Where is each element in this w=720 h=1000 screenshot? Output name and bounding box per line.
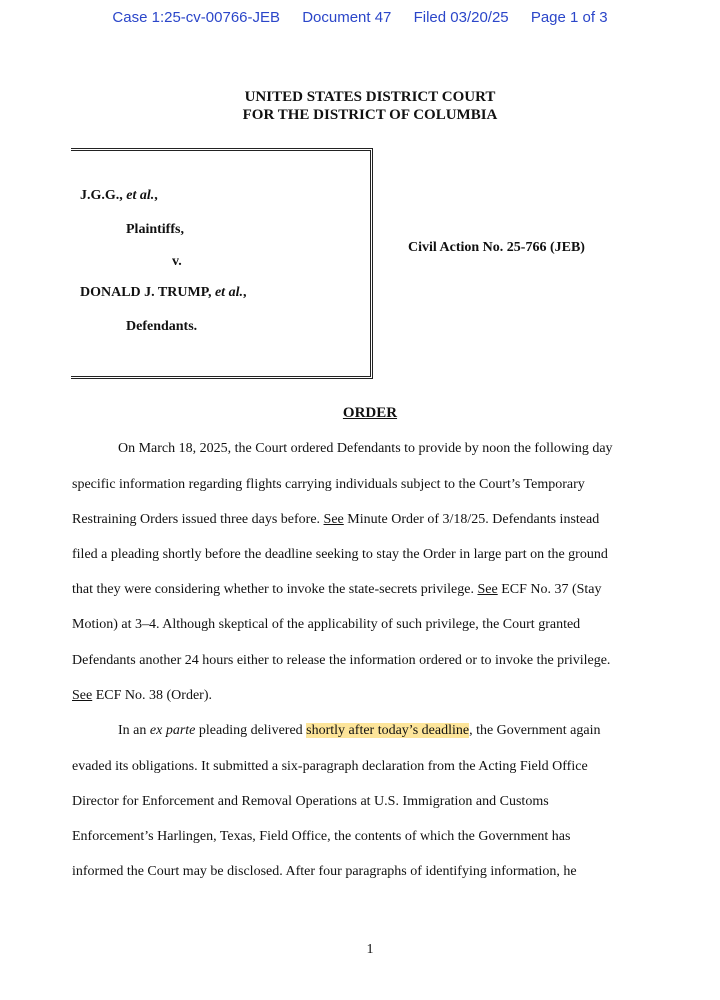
body-line <box>72 512 599 528</box>
body-line <box>72 582 602 598</box>
text: ECF No. 37 (Stay <box>497 582 602 597</box>
body-line: specific information regarding flights carrying individuals subject to the Court’s Temporary <box>72 477 585 492</box>
body-line: Director for Enforcement and Removal Operations at U.S. Immigration and Customs <box>72 794 549 809</box>
text: ECF No. 38 (Order). <box>92 688 212 703</box>
body-line <box>118 723 600 739</box>
et-al: et al. <box>126 188 155 203</box>
body-line: Motion) at 3–4. Although skeptical of the applicability of such privilege, the Court granted <box>72 617 581 632</box>
highlighted-text: shortly after today’s deadline <box>306 723 470 738</box>
text: , the Government again <box>469 723 601 738</box>
ex-parte: ex parte <box>149 723 196 738</box>
page-number: 1 <box>366 942 374 957</box>
plaintiffs-label: Plaintiffs, <box>126 222 184 237</box>
versus: v. <box>172 254 182 269</box>
civil-action-number: Civil Action No. 25-766 (JEB) <box>408 240 585 255</box>
et-al: et al. <box>214 285 243 300</box>
text: that they were considering whether to invoke the state-secrets privilege. <box>72 582 478 597</box>
case-number: Case 1:25-cv-00766-JEB <box>112 9 281 26</box>
body-line: filed a pleading shortly before the deadline seeking to stay the Order in large part on the ground <box>72 547 608 562</box>
see-signal: See <box>323 512 344 527</box>
text: pleading delivered <box>195 723 307 738</box>
defendant-name-text: DONALD J. TRUMP, <box>80 285 215 300</box>
case-header <box>0 9 720 26</box>
body-line: On March 18, 2025, the Court ordered Defendants to provide by noon the following day <box>118 441 613 456</box>
court-title-line2: FOR THE DISTRICT OF COLUMBIA <box>242 107 498 123</box>
text: In an <box>118 723 150 738</box>
body-line: Enforcement’s Harlingen, Texas, Field Office, the contents of which the Government has <box>72 829 571 844</box>
page-count: Page 1 of 3 <box>530 9 608 26</box>
text: Restraining Orders issued three days before. <box>72 512 324 527</box>
see-signal: See <box>72 688 93 703</box>
filed-date: Filed 03/20/25 <box>413 9 509 26</box>
case-caption-box <box>71 148 373 379</box>
body-line: informed the Court may be disclosed. After four paragraphs of identifying information, he <box>72 864 577 879</box>
plaintiff-name-text: J.G.G., <box>80 188 127 203</box>
comma: , <box>242 285 247 300</box>
body-line: evaded its obligations. It submitted a six-paragraph declaration from the Acting Field Office <box>72 759 588 774</box>
see-signal: See <box>477 582 498 597</box>
court-title <box>0 88 720 124</box>
body-line: Defendants another 24 hours either to release the information ordered or to invoke the privilege. <box>72 653 611 668</box>
document-number: Document 47 <box>302 9 392 26</box>
body-line <box>72 688 212 704</box>
comma: , <box>154 188 158 203</box>
plaintiff-name <box>80 188 158 204</box>
defendant-name <box>80 285 246 301</box>
text: Minute Order of 3/18/25. Defendants instead <box>343 512 600 527</box>
court-title-line1: UNITED STATES DISTRICT COURT <box>244 89 496 105</box>
order-title: ORDER <box>342 405 398 421</box>
defendants-label: Defendants. <box>126 319 198 334</box>
